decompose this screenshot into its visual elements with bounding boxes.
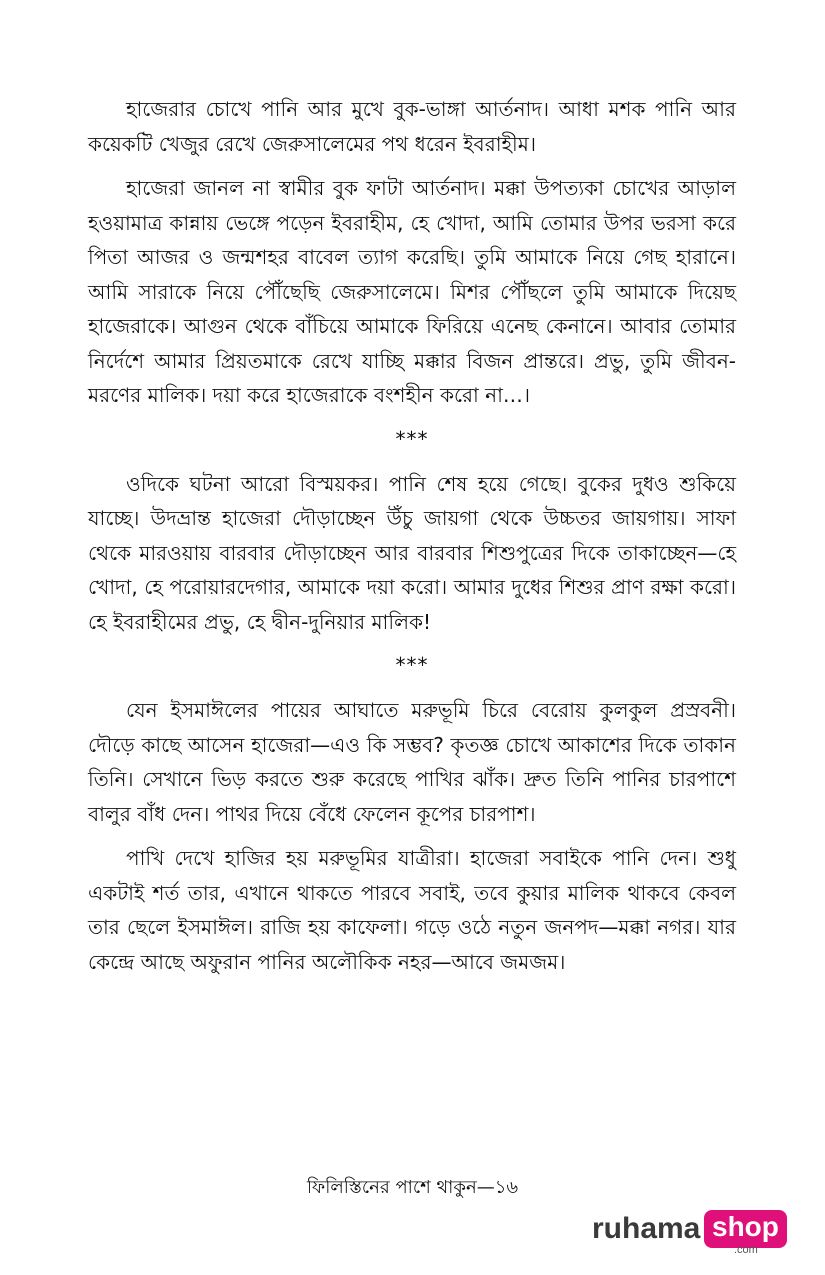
paragraph-1: হাজেরার চোখে পানি আর মুখে বুক-ভাঙ্গা আর্তনাদ। আধা মশক পানি আর কয়েকটি খেজুর রেখে জেরুসালেমের পথ ধরেন ইবরাহীম। bbox=[88, 97, 736, 156]
logo-text-shop: shop bbox=[704, 1210, 787, 1248]
page-body bbox=[88, 92, 736, 979]
paragraph-4: যেন ইসমাঈলের পায়ের আঘাতে মরুভূমি চিরে বেরোয় কুলকুল প্রস্রবনী। দৌড়ে কাছে আসেন হাজেরা—এও কি সম্ভব? কৃতজ্ঞ চোখে আকাশের দিকে তাকান তিনি। সেখানে ভিড় করতে শুরু করেছে পাখির ঝাঁক। দ্রুত তিনি পানির চারপাশে বালুর বাঁধ দেন। পাথর দিয়ে বেঁধে ফেলেন কূপের চারপাশ। bbox=[88, 698, 736, 826]
ruhamashop-logo bbox=[592, 1206, 782, 1256]
paragraph-5: পাখি দেখে হাজির হয় মরুভূমির যাত্রীরা। হাজেরা সবাইকে পানি দেন। শুধু একটাই শর্ত তার, এখানে থাকতে পারবে সবাই, তবে কুয়ার মালিক থাকবে কেবল তার ছেলে ইসমাঈল। রাজি হয় কাফেলা। গড়ে ওঠে নতুন জনপদ—মক্কা নগর। যার কেন্দ্রে আছে অফুরান পানির অলৌকিক নহর—আবে জমজম। bbox=[88, 846, 736, 974]
logo-text-ruhama: ruhama bbox=[592, 1212, 701, 1245]
logo-text-domain: .com bbox=[734, 1244, 758, 1256]
section-separator: *** bbox=[395, 653, 429, 677]
section-separator: *** bbox=[395, 426, 429, 451]
paragraph-3: ওদিকে ঘটনা আরো বিস্ময়কর। পানি শেষ হয়ে গেছে। বুকের দুধও শুকিয়ে যাচ্ছে। উদভ্রান্ত হাজেরা দৌড়াচ্ছেন উঁচু জায়গা থেকে উচ্চতর জায়গায়। সাফা থেকে মারওয়ায় বারবার দৌড়াচ্ছেন আর বারবার শিশুপুত্রের দিকে তাকাচ্ছেন—হে খোদা, হে পরোয়ারদেগার, আমাকে দয়া করো। আমার দুধের শিশুর প্রাণ রক্ষা করো। হে ইবরাহীমের প্রভু, হে দ্বীন-দুনিয়ার মালিক! bbox=[88, 471, 736, 634]
paragraph-2: হাজেরা জানল না স্বামীর বুক ফাটা আর্তনাদ। মক্কা উপত্যকা চোখের আড়াল হওয়ামাত্র কান্নায় ভেঙ্গে পড়েন ইবরাহীম, হে খোদা, আমি তোমার উপর ভরসা করে পিতা আজর ও জন্মশহর বাবেল ত্যাগ করেছি। তুমি আমাকে নিয়ে গেছ হারানে। আমি সারাকে নিয়ে পৌঁছেছি জেরুসালেমে। মিশর পৌঁছলে তুমি আমাকে দিয়েছ হাজেরাকে। আগুন থেকে বাঁচিয়ে আমাকে ফিরিয়ে এনেছ কেনানে। আবার তোমার নির্দেশে আমার প্রিয়তমাকে রেখে যাচ্ছি মক্কার বিজন প্রান্তরে। প্রভু, তুমি জীবন-মরণের মালিক। দয়া করে হাজেরাকে বংশহীন করো না…। bbox=[88, 176, 736, 407]
running-footer: ফিলিস্তিনের পাশে থাকুন—১৬ bbox=[306, 1177, 519, 1198]
